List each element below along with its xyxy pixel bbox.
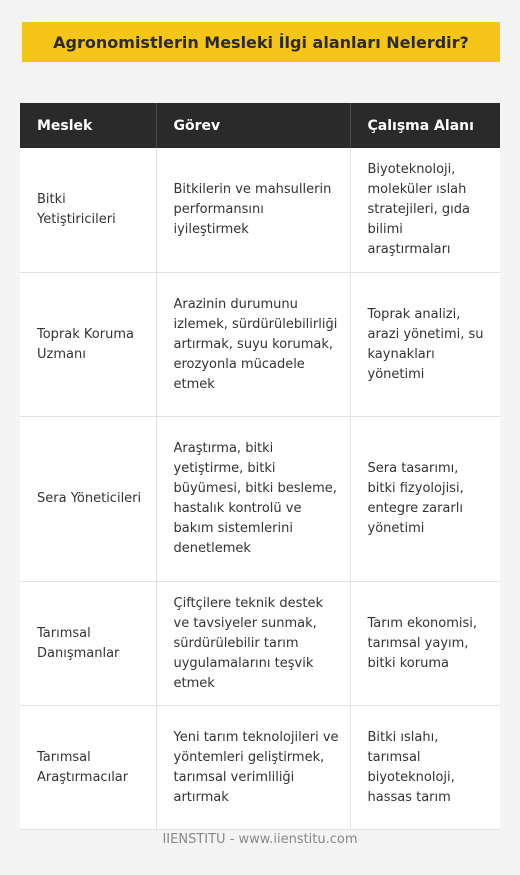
table-row — [20, 148, 500, 273]
header-meslek: Meslek — [20, 103, 156, 148]
cell-meslek: Sera Yöneticileri — [20, 417, 156, 582]
cell-gorev: Bitkilerin ve mahsullerin performansını iyileştirmek — [156, 148, 350, 273]
cell-meslek: Tarımsal Danışmanlar — [20, 582, 156, 706]
table-row — [20, 706, 500, 830]
cell-calisma-alani: Tarım ekonomisi, tarımsal yayım, bitki koruma — [350, 582, 500, 706]
cell-meslek: Toprak Koruma Uzmanı — [20, 273, 156, 417]
cell-meslek: Tarımsal Araştırmacılar — [20, 706, 156, 830]
table-row — [20, 417, 500, 582]
table-header-row — [20, 103, 500, 148]
cell-gorev: Yeni tarım teknolojileri ve yöntemleri geliştirmek, tarımsal verimliliği artırmak — [156, 706, 350, 830]
cell-calisma-alani: Toprak analizi, arazi yönetimi, su kaynakları yönetimi — [350, 273, 500, 417]
professions-table — [20, 103, 500, 830]
cell-calisma-alani: Bitki ıslahı, tarımsal biyoteknoloji, hassas tarım — [350, 706, 500, 830]
cell-gorev: Çiftçilere teknik destek ve tavsiyeler sunmak, sürdürülebilir tarım uygulamalarını teşvik etmek — [156, 582, 350, 706]
cell-gorev: Arazinin durumunu izlemek, sürdürülebilirliği artırmak, suyu korumak, erozyonla mücadele etmek — [156, 273, 350, 417]
header-calisma-alani: Çalışma Alanı — [350, 103, 500, 148]
cell-gorev: Araştırma, bitki yetiştirme, bitki büyümesi, bitki besleme, hastalık kontrolü ve bakım sistemlerini denetlemek — [156, 417, 350, 582]
header-gorev: Görev — [156, 103, 350, 148]
cell-meslek: Bitki Yetiştiricileri — [20, 148, 156, 273]
table-row — [20, 273, 500, 417]
cell-calisma-alani: Biyoteknoloji, moleküler ıslah stratejileri, gıda bilimi araştırmaları — [350, 148, 500, 273]
cell-calisma-alani: Sera tasarımı, bitki fizyolojisi, entegre zararlı yönetimi — [350, 417, 500, 582]
page-title: Agronomistlerin Mesleki İlgi alanları Nelerdir? — [22, 22, 500, 62]
table-row — [20, 582, 500, 706]
footer-credit: IIENSTITU - www.iienstitu.com — [162, 832, 358, 847]
